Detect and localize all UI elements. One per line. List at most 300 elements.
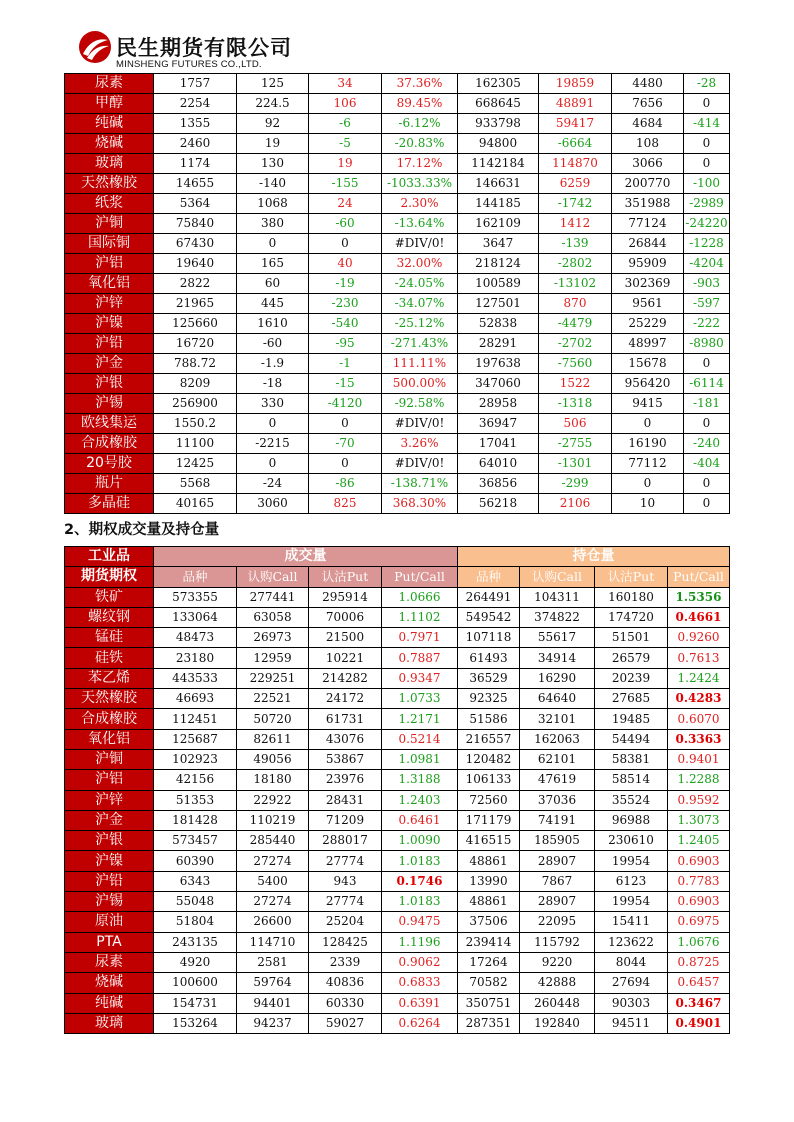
table-cell: 28431 [309, 790, 382, 810]
table-row [65, 628, 730, 648]
table-cell: -60 [309, 214, 382, 234]
table-cell: 19640 [154, 254, 237, 274]
table-cell: 165 [237, 254, 309, 274]
table-cell: 7656 [612, 94, 684, 114]
table-cell: 27774 [309, 851, 382, 871]
table-cell: 1.0981 [382, 749, 458, 769]
row-name-cell: 沪铅 [65, 871, 154, 891]
table-cell: 23180 [154, 648, 237, 668]
table-cell: 0.4661 [668, 607, 730, 627]
table-cell: 19859 [539, 74, 612, 94]
table-cell: 46693 [154, 689, 237, 709]
table-cell: 549542 [458, 607, 520, 627]
row-name-cell: 甲醇 [65, 94, 154, 114]
table-cell: 58381 [595, 749, 668, 769]
subheader-cell: 品种 [458, 567, 520, 587]
table-cell: 12959 [237, 648, 309, 668]
table-cell: 21500 [309, 628, 382, 648]
table-cell: 28958 [458, 394, 539, 414]
table-cell: 72560 [458, 790, 520, 810]
row-name-cell: 铁矿 [65, 587, 154, 607]
table-cell: 27694 [595, 973, 668, 993]
table-cell: 125687 [154, 729, 237, 749]
table-cell: 230610 [595, 831, 668, 851]
table-cell: 1.2171 [382, 709, 458, 729]
table-cell: -7560 [539, 354, 612, 374]
table-cell: #DIV/0! [382, 454, 458, 474]
table-cell: 52838 [458, 314, 539, 334]
table-cell: 0.9475 [382, 912, 458, 932]
table-cell: 48997 [612, 334, 684, 354]
table-row [65, 94, 730, 114]
table-cell: 288017 [309, 831, 382, 851]
table-cell: 40 [309, 254, 382, 274]
table-cell: 0 [612, 414, 684, 434]
table-cell: 89.45% [382, 94, 458, 114]
table-cell: -25.12% [382, 314, 458, 334]
table-cell: 3647 [458, 234, 539, 254]
table-cell: -24 [237, 474, 309, 494]
table-cell: 60330 [309, 993, 382, 1013]
table-cell: 0.9347 [382, 668, 458, 688]
table-row [65, 993, 730, 1013]
table-cell: 128425 [309, 932, 382, 952]
table-cell: 3.26% [382, 434, 458, 454]
table-cell: 48473 [154, 628, 237, 648]
table-cell: 127501 [458, 294, 539, 314]
table-cell: -1033.33% [382, 174, 458, 194]
table-cell: -13102 [539, 274, 612, 294]
table-cell: 0.6264 [382, 1013, 458, 1033]
table-cell: -70 [309, 434, 382, 454]
table-cell: 368.30% [382, 494, 458, 514]
table-row [65, 114, 730, 134]
table-cell: 43076 [309, 729, 382, 749]
table-cell: -271.43% [382, 334, 458, 354]
table-row [65, 952, 730, 972]
table-cell: 0.6457 [668, 973, 730, 993]
table-cell: 0.9401 [668, 749, 730, 769]
table-row [65, 434, 730, 454]
row-name-cell: 天然橡胶 [65, 174, 154, 194]
table-cell: 10 [612, 494, 684, 514]
table-cell: 1.0676 [668, 932, 730, 952]
table-cell: 350751 [458, 993, 520, 1013]
table-cell: 48861 [458, 851, 520, 871]
table-cell: 0 [684, 494, 730, 514]
table-cell: 95909 [612, 254, 684, 274]
table-cell: 162109 [458, 214, 539, 234]
table-cell: 59417 [539, 114, 612, 134]
table-cell: -1228 [684, 234, 730, 254]
table-row [65, 587, 730, 607]
table-cell: 112451 [154, 709, 237, 729]
table-cell: 302369 [612, 274, 684, 294]
table-cell: 153264 [154, 1013, 237, 1033]
table-cell: 0 [684, 154, 730, 174]
table-cell: 61731 [309, 709, 382, 729]
table-cell: -92.58% [382, 394, 458, 414]
table-cell: 54494 [595, 729, 668, 749]
table-row [65, 334, 730, 354]
table-cell: 0.7613 [668, 648, 730, 668]
options-data-table [64, 546, 730, 1034]
table-cell: 6259 [539, 174, 612, 194]
table-row [65, 1013, 730, 1033]
table-cell: 174720 [595, 607, 668, 627]
table-cell: -8980 [684, 334, 730, 354]
subheader-cell: Put/Call [668, 567, 730, 587]
table-cell: 61493 [458, 648, 520, 668]
table-cell: 4480 [612, 74, 684, 94]
table-cell: -6114 [684, 374, 730, 394]
table-cell: 0.3467 [668, 993, 730, 1013]
row-name-cell: 锰硅 [65, 628, 154, 648]
table-cell: -597 [684, 294, 730, 314]
table-cell: 20239 [595, 668, 668, 688]
table-cell: 573457 [154, 831, 237, 851]
table-cell: 0 [309, 414, 382, 434]
table-cell: 0.6833 [382, 973, 458, 993]
table-cell: 0.1746 [382, 871, 458, 891]
table-cell: 239414 [458, 932, 520, 952]
table-cell: 64640 [520, 689, 595, 709]
table-cell: 229251 [237, 668, 309, 688]
row-name-cell: 烧碱 [65, 134, 154, 154]
table-cell: 51501 [595, 628, 668, 648]
table-cell: 0.9062 [382, 952, 458, 972]
table-row [65, 912, 730, 932]
table-cell: 60 [237, 274, 309, 294]
table-cell: 18180 [237, 770, 309, 790]
table-cell: 287351 [458, 1013, 520, 1033]
row-name-cell: 尿素 [65, 74, 154, 94]
table-cell: 40165 [154, 494, 237, 514]
row-name-cell: PTA [65, 932, 154, 952]
table-cell: 1522 [539, 374, 612, 394]
table-row [65, 810, 730, 830]
table-row [65, 648, 730, 668]
table-cell: 216557 [458, 729, 520, 749]
table-cell: 37.36% [382, 74, 458, 94]
table-cell: 14655 [154, 174, 237, 194]
table-row [65, 689, 730, 709]
row-name-cell: 沪铅 [65, 334, 154, 354]
table-cell: 94511 [595, 1013, 668, 1033]
table-cell: 94401 [237, 993, 309, 1013]
table-cell: 28907 [520, 851, 595, 871]
table-cell: -34.07% [382, 294, 458, 314]
table-cell: 19485 [595, 709, 668, 729]
table-cell: 51586 [458, 709, 520, 729]
table-cell: 1.2403 [382, 790, 458, 810]
row-name-cell: 国际铜 [65, 234, 154, 254]
table-cell: 58514 [595, 770, 668, 790]
table-cell: 114710 [237, 932, 309, 952]
table-cell: 53867 [309, 749, 382, 769]
table-cell: -181 [684, 394, 730, 414]
table-cell: -414 [684, 114, 730, 134]
table-cell: 1.5356 [668, 587, 730, 607]
table-cell: 32101 [520, 709, 595, 729]
table-cell: 0.6903 [668, 851, 730, 871]
table-cell: 1.1196 [382, 932, 458, 952]
table-row [65, 374, 730, 394]
table-cell: 114870 [539, 154, 612, 174]
table-cell: 36856 [458, 474, 539, 494]
table-cell: 77112 [612, 454, 684, 474]
table-cell: -404 [684, 454, 730, 474]
table-cell: -2989 [684, 194, 730, 214]
table-cell: 0.6070 [668, 709, 730, 729]
table-cell: 443533 [154, 668, 237, 688]
table-cell: 1550.2 [154, 414, 237, 434]
table-cell: 1.0666 [382, 587, 458, 607]
table-cell: 11100 [154, 434, 237, 454]
table-cell: 35524 [595, 790, 668, 810]
table-row [65, 214, 730, 234]
table-cell: 416515 [458, 831, 520, 851]
table-cell: 17.12% [382, 154, 458, 174]
table-cell: 1142184 [458, 154, 539, 174]
table-row [65, 749, 730, 769]
table-cell: 0.9260 [668, 628, 730, 648]
table-cell: 1412 [539, 214, 612, 234]
table-cell: 94800 [458, 134, 539, 154]
table-row [65, 154, 730, 174]
table-cell: -1 [309, 354, 382, 374]
table-cell: 27774 [309, 892, 382, 912]
table-cell: 34 [309, 74, 382, 94]
table-cell: 42888 [520, 973, 595, 993]
table-cell: 200770 [612, 174, 684, 194]
table-cell: 92 [237, 114, 309, 134]
table-cell: 162063 [520, 729, 595, 749]
row-name-cell: 玻璃 [65, 1013, 154, 1033]
table-cell: 197638 [458, 354, 539, 374]
table-cell: 92325 [458, 689, 520, 709]
table-cell: 295914 [309, 587, 382, 607]
table-cell: 1.2288 [668, 770, 730, 790]
header-bottom-left: 期货期权 [65, 567, 154, 587]
table-cell: 185905 [520, 831, 595, 851]
table-cell: -60 [237, 334, 309, 354]
table-cell: -18 [237, 374, 309, 394]
logo-mark-icon [78, 30, 112, 64]
table-cell: 19 [309, 154, 382, 174]
table-cell: -540 [309, 314, 382, 334]
table-cell: 192840 [520, 1013, 595, 1033]
table-cell: 160180 [595, 587, 668, 607]
table-row [65, 354, 730, 374]
table-row [65, 174, 730, 194]
table-cell: #DIV/0! [382, 414, 458, 434]
row-name-cell: 沪铜 [65, 749, 154, 769]
table-cell: 0.8725 [668, 952, 730, 972]
table-cell: 1.0183 [382, 892, 458, 912]
table-row [65, 892, 730, 912]
table-cell: 36529 [458, 668, 520, 688]
table-cell: -4479 [539, 314, 612, 334]
table-cell: -1301 [539, 454, 612, 474]
table-row [65, 74, 730, 94]
table-cell: 162305 [458, 74, 539, 94]
row-name-cell: 纯碱 [65, 114, 154, 134]
table-cell: 0.4283 [668, 689, 730, 709]
table-cell: 0.6975 [668, 912, 730, 932]
table-cell: 77124 [612, 214, 684, 234]
table-row [65, 194, 730, 214]
table-cell: 214282 [309, 668, 382, 688]
header-top-left: 工业品 [65, 547, 154, 567]
table-cell: 22922 [237, 790, 309, 810]
row-name-cell: 烧碱 [65, 973, 154, 993]
table-cell: 4684 [612, 114, 684, 134]
row-name-cell: 尿素 [65, 952, 154, 972]
row-name-cell: 合成橡胶 [65, 709, 154, 729]
row-name-cell: 欧线集运 [65, 414, 154, 434]
table-cell: 0 [684, 94, 730, 114]
table-cell: 48891 [539, 94, 612, 114]
table-cell: 90303 [595, 993, 668, 1013]
table-row [65, 294, 730, 314]
table-cell: 5568 [154, 474, 237, 494]
table-cell: 37036 [520, 790, 595, 810]
table-cell: -2802 [539, 254, 612, 274]
table-cell: 106 [309, 94, 382, 114]
table-cell: 51804 [154, 912, 237, 932]
table-cell: 22095 [520, 912, 595, 932]
table-cell: 125660 [154, 314, 237, 334]
table-cell: 40836 [309, 973, 382, 993]
table-cell: 22521 [237, 689, 309, 709]
table-cell: 181428 [154, 810, 237, 830]
table-cell: 49056 [237, 749, 309, 769]
row-name-cell: 玻璃 [65, 154, 154, 174]
table-cell: 870 [539, 294, 612, 314]
header-group-open-interest: 持仓量 [458, 547, 730, 567]
table-cell: 256900 [154, 394, 237, 414]
table-row [65, 668, 730, 688]
row-name-cell: 沪铜 [65, 214, 154, 234]
table-cell: 668645 [458, 94, 539, 114]
table-cell: 2254 [154, 94, 237, 114]
row-name-cell: 沪锌 [65, 294, 154, 314]
table-cell: -24220 [684, 214, 730, 234]
table-cell: 19954 [595, 851, 668, 871]
table-cell: 1.0183 [382, 851, 458, 871]
table-cell: 3060 [237, 494, 309, 514]
section-heading-options: 2、期权成交量及持仓量 [64, 522, 220, 538]
table-cell: -100 [684, 174, 730, 194]
table-cell: 1.2405 [668, 831, 730, 851]
table-row [65, 394, 730, 414]
subheader-cell: 认沽Put [309, 567, 382, 587]
table-cell: -4204 [684, 254, 730, 274]
table-cell: 5400 [237, 871, 309, 891]
table-cell: 2460 [154, 134, 237, 154]
table-cell: 15678 [612, 354, 684, 374]
table-cell: -6 [309, 114, 382, 134]
table-cell: 0 [237, 454, 309, 474]
table-cell: 1.0733 [382, 689, 458, 709]
table-cell: -222 [684, 314, 730, 334]
table-cell: 32.00% [382, 254, 458, 274]
table-cell: 106133 [458, 770, 520, 790]
table-row [65, 932, 730, 952]
table-cell: #DIV/0! [382, 234, 458, 254]
futures-data-table [64, 73, 730, 514]
row-name-cell: 沪铝 [65, 254, 154, 274]
table-cell: 28291 [458, 334, 539, 354]
table-cell: -1.9 [237, 354, 309, 374]
table-cell: 71209 [309, 810, 382, 830]
table-row [65, 770, 730, 790]
row-name-cell: 多晶硅 [65, 494, 154, 514]
table-cell: 6343 [154, 871, 237, 891]
row-name-cell: 沪金 [65, 354, 154, 374]
table-cell: 75840 [154, 214, 237, 234]
table-cell: 1.0090 [382, 831, 458, 851]
table-cell: -139 [539, 234, 612, 254]
table-cell: 218124 [458, 254, 539, 274]
table-cell: 63058 [237, 607, 309, 627]
table-cell: 7867 [520, 871, 595, 891]
table-row [65, 274, 730, 294]
table-row [65, 134, 730, 154]
table-cell: 2106 [539, 494, 612, 514]
table-cell: 125 [237, 74, 309, 94]
row-name-cell: 合成橡胶 [65, 434, 154, 454]
table-cell: 2581 [237, 952, 309, 972]
table-cell: -86 [309, 474, 382, 494]
table-cell: 27274 [237, 851, 309, 871]
row-name-cell: 纯碱 [65, 993, 154, 1013]
table-cell: 48861 [458, 892, 520, 912]
table-cell: 102923 [154, 749, 237, 769]
table-row [65, 973, 730, 993]
table-cell: 26844 [612, 234, 684, 254]
table-cell: 0.5214 [382, 729, 458, 749]
table-cell: 1.2424 [668, 668, 730, 688]
table-cell: 96988 [595, 810, 668, 830]
table-row [65, 729, 730, 749]
table-cell: 55617 [520, 628, 595, 648]
table-cell: 243135 [154, 932, 237, 952]
table-cell: 108 [612, 134, 684, 154]
table-cell: 0 [309, 234, 382, 254]
table-cell: 19954 [595, 892, 668, 912]
subheader-cell: Put/Call [382, 567, 458, 587]
table-cell: 130 [237, 154, 309, 174]
table-row [65, 474, 730, 494]
row-name-cell: 原油 [65, 912, 154, 932]
subheader-cell: 认购Call [520, 567, 595, 587]
table-cell: 825 [309, 494, 382, 514]
table-cell: 67430 [154, 234, 237, 254]
table-cell: 0.7887 [382, 648, 458, 668]
row-name-cell: 纸浆 [65, 194, 154, 214]
row-name-cell: 硅铁 [65, 648, 154, 668]
table-cell: -299 [539, 474, 612, 494]
row-name-cell: 沪锌 [65, 790, 154, 810]
table-cell: 23976 [309, 770, 382, 790]
logo-chinese-name: 民生期货有限公司 [116, 36, 292, 60]
table-cell: 6123 [595, 871, 668, 891]
table-cell: 100589 [458, 274, 539, 294]
table-row [65, 454, 730, 474]
table-row [65, 851, 730, 871]
